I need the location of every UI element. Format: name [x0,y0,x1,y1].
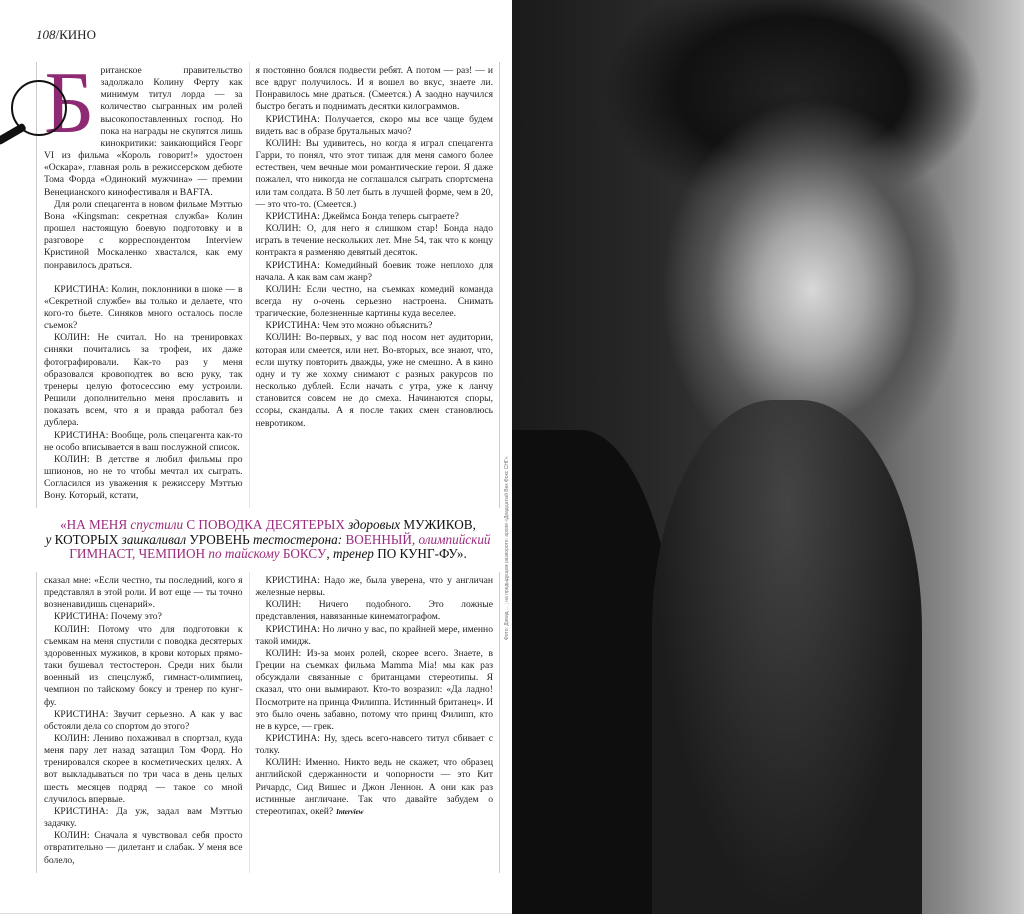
quote-part: ВОЕННЫЙ [342,531,412,547]
question: КРИСТИНА: Получается, скоро мы все чаще будем видеть вас в образе брутальных мачо? [255,113,493,137]
answer: КОЛИН: Ничего подобного. Это ложные представления, навязанные кинематографом. [255,599,493,623]
column-1-bottom [37,572,250,873]
column-2-top [250,62,499,508]
quote-part: ГИМНАСТ, ЧЕМПИОН [69,546,209,562]
quote-part: у [45,531,52,547]
quote-part: УРОВЕНЬ [186,531,254,547]
intro-lead [44,55,243,199]
question: КРИСТИНА: Да уж, задал вам Мэттью задачку. [44,805,243,830]
question: КРИСТИНА: Ну, здесь всего-навсего титул сбивает с толку. [255,733,493,757]
question: КРИСТИНА: Вообще, роль спецагента как-то не особо вписывается в ваш послужной список. [44,429,243,453]
answer: я постоянно боялся подвести ребят. А потом — раз! — и все вдруг получилось. И я вошел во вкус, знаете ли. Понравилось мне драться. (Смеется.) А заодно научился быстро бегать и поднимать десятки килограммов. [255,65,493,113]
quote-part: «НА МЕНЯ [60,517,131,533]
answer: КОЛИН: В детстве я любил фильмы про шпионов, но не то чтобы мечтал их сыграть. Согласился из уважения к режиссеру Мэттью Вону. Который, кстати, [44,453,243,502]
page-header: 108/КИНО [36,27,96,42]
quote-part: С ПОВОДКА ДЕСЯТЕРЫХ [183,517,349,533]
photo-turtleneck [652,400,922,914]
magazine-signature-logo: Interview [336,807,364,816]
intro-lead-text: ританское правительство задолжало Колину Ферту как минимум титул лорда — за количество сыгранных им ролей высокопоставленных господ. Но пока на награды не скупятся лишь кинокритики: заикающийся Георг VI из фильма «Король говорит!» удостоен «Оскара», главная роль в режиссерском дебюте Тома Форда «Одинокий мужчина» — премии Венецианского кинофестиваля и BAFTA. [44,65,243,198]
question: КРИСТИНА: Но лично у вас, по крайней мере, именно такой имидж. [255,623,493,647]
quote-part: МУЖИКОВ, [400,517,476,533]
bottom-columns [36,572,500,873]
intro-paragraph: Для роли спецагента в новом фильме Мэттью Вона «Kingsman: секретная служба» Колин прошел настоящую боевую подготовку и в разговоре с корреспондентом Interview Кристиной Москаленко хвастался, как ему понравилось драться. [44,198,243,271]
quote-part: КОТОРЫХ [51,531,122,547]
question: КРИСТИНА: Колин, поклонники в шоке — в «Секретной службе» вы только и делаете, что кого-то бьете. Синяков много осталось после съемок? [44,283,243,332]
question: КРИСТИНА: Чем это можно объяснить? [265,320,433,332]
question: КРИСТИНА: Комедийный боевик тоже неплохо для начала. А как вам сам жанр? [255,259,493,283]
column-1-top [37,55,250,508]
question: КРИСТИНА: Надо же, была уверена, что у англичан железные нервы. [255,574,493,599]
answer: КОЛИН: Во-первых, у вас под носом нет аудитории, которая или смеется, или нет. Во-вторых, все знают, что, если шутку повторить дважды, уже не смешно. А в кино одну и ту же хохму снимают с разных ракурсов по несколько дублей. Если начать с утра, уже к ланчу становится совсем не до смеха. Начинаются споры, ссоры, скандалы. А я после таких смен становлюсь невротиком. [255,332,493,429]
quote-part: зашкаливал [121,531,187,547]
answer: КОЛИН: Вы удивитесь, но когда я играл спецагента Гарри, то понял, что этот типаж для меня самого более естествен, чем вечные мои романтические герои. Я даже пожалел, что никогда не соглашался сыграть спортсмена или там солдата. В 50 лет быть в лучшей форме, чем в 20, — это что-то. (Смеется.) [255,137,493,210]
column-2-bottom [250,572,499,873]
quote-part: тестостерона: [253,531,343,547]
quote-part: , олимпийский [411,531,491,547]
quote-part: по тайскому [208,546,280,562]
top-columns [36,55,500,508]
drop-cap: Б [44,55,95,152]
page-number: 108 [36,27,56,42]
answer: КОЛИН: О, для него я слишком стар! Бонда надо играть в течение нескольких лет. Мне 54, так что к концу контракта я разменяю девятый десяток. [255,223,493,259]
answer: КОЛИН: Сначала я чувствовал себя просто отвратительно — дилетант и слабак. У меня все болело, [44,830,243,866]
answer: сказал мне: «Если честно, ты последний, кого я представлял в этой роли. И вот еще — ты точно возненавидишь сценарий». [44,574,243,611]
quote-part: здоровых [348,517,401,533]
quote-part: ПО КУНГ-ФУ». [373,546,467,562]
question: КРИСТИНА: Почему это? [54,611,162,623]
pull-quote [36,518,500,562]
answer: КОЛИН: Не считал. Но на тренировках синяки почитались за трофеи, их даже фотографировали. Как-то раз у меня образовался кровоподтек во всю руку, так тренеры целую фотосессию ему устроили. Решили дополнительно меня прославить и показать всем, что я и правда работал без дублера. [44,332,243,429]
answer-text: КОЛИН: Именно. Никто ведь не скажет, что образец английской сдержанности и чопорности — это Кит Ричардс, Сид Вишес и Джон Леннон. А они как раз истинные англичане. Так что давайте забудем о стереотипах, окей? [255,757,493,817]
answer [256,757,493,818]
answer: КОЛИН: Потому что для подготовки к съемкам на меня спустили с поводка десятерых здоровенных мужиков, в крови которых прямо-таки бушевал тестостерон. Среди них были военный из спецслужб, гимнаст-олимпиец, чемпион по тайскому боксу и тренер по кунг-фу. [44,623,243,708]
quote-part: БОКСУ [279,546,327,562]
portrait-photo [512,0,1024,914]
answer: КОЛИН: Лениво похаживал в спортзал, куда меня пару лет назад затащил Том Форд. Но тренировался скорее в косметических целях. А вот выкладываться по три часа в день целых шесть месяцев подряд — такое со мной случилось впервые. [44,733,243,805]
magnifier-handle-icon [0,123,27,146]
section-title: КИНО [59,27,96,42]
question: КРИСТИНА: Джеймса Бонда теперь сыграете? [265,210,459,222]
answer: КОЛИН: Если честно, на съемках комедий команда всегда ну о-очень серьезно настроена. Снимать трагические, болезненные картины куда веселее. [255,283,493,320]
answer: КОЛИН: Из-за моих ролей, скорее всего. Знаете, в Греции на съемках фильма Mamma Mia! мы как раз обсуждали связанные с британцами стереотипы. Я сказал, что они вымирают. Кто-то возразил: «Да ладно! Посмотрите на принца Филиппа. Истинный британец». И это было очень забавно, потому что принц Филипп, кто не в курсе, — грек. [255,647,493,732]
photo-credit: Фото: Дэвид ... ; на предыдущем развороте: архив «Двадцатый Век Фокс СНГ». [504,455,510,640]
question: КРИСТИНА: Звучит серьезно. А как у вас обстояли дела со спортом до этого? [44,708,243,732]
quote-part: , тренер [326,546,374,562]
quote-part: спустили [130,517,184,533]
